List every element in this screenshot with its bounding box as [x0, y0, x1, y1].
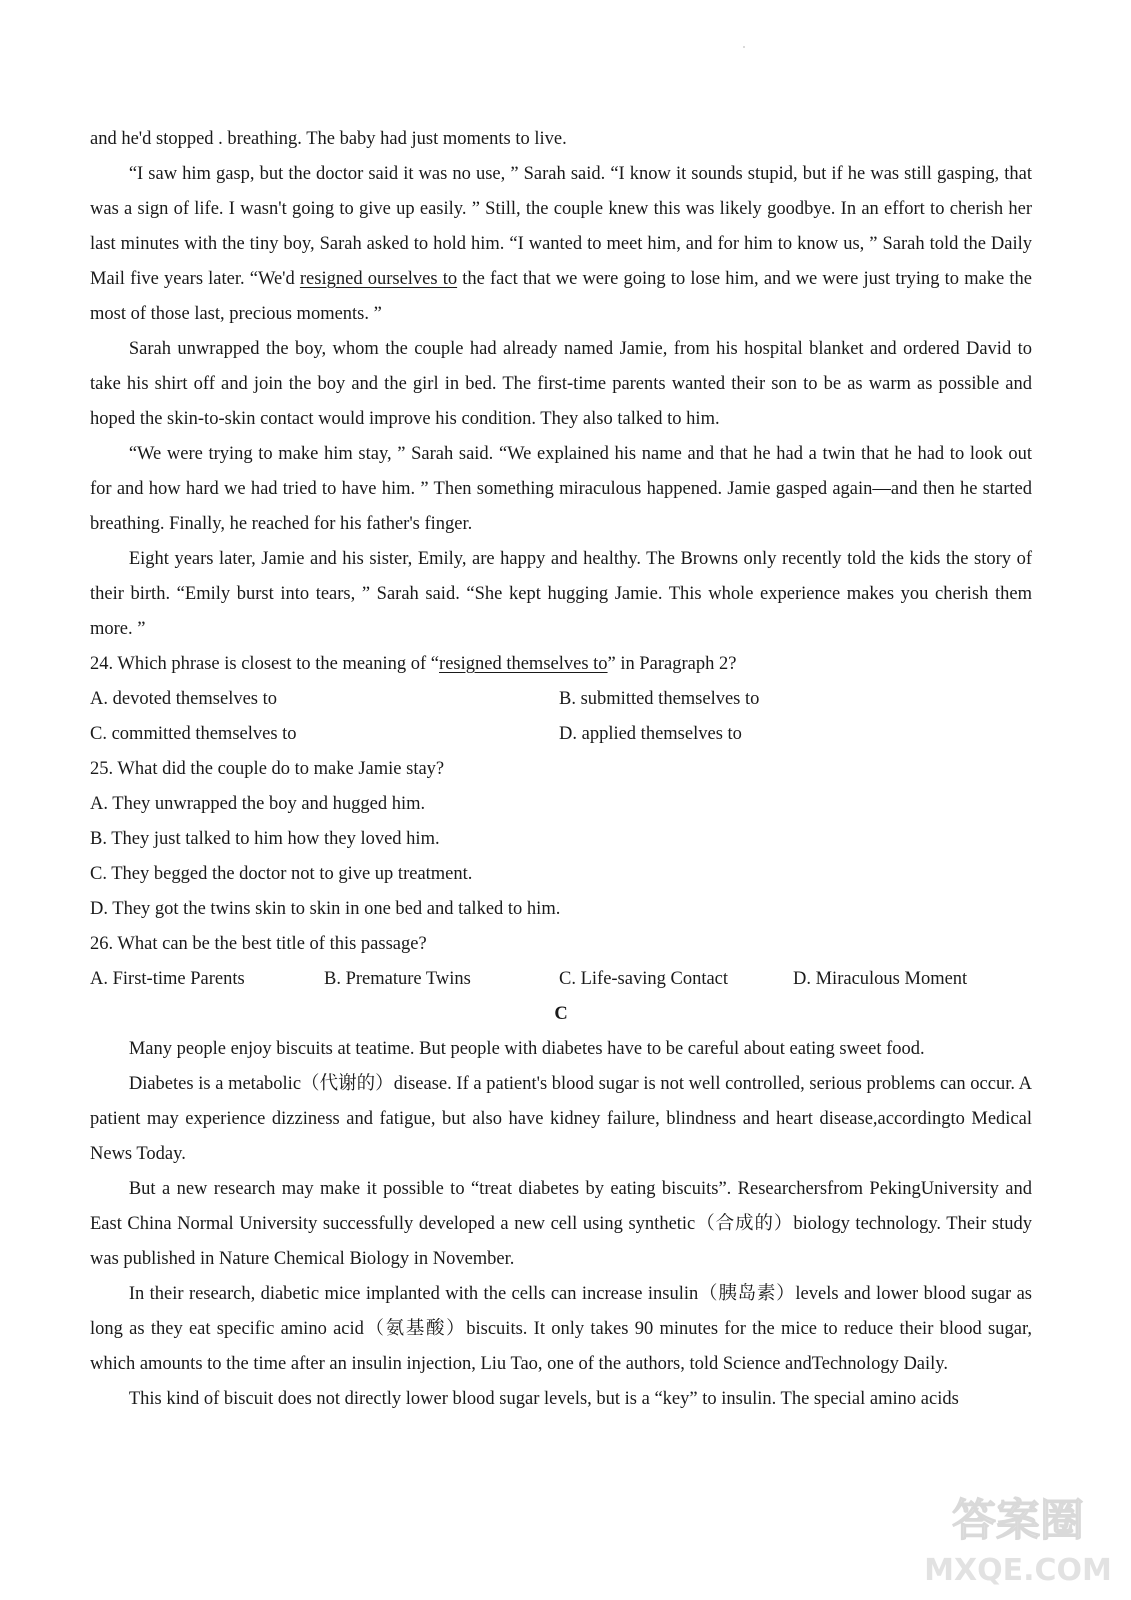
section-heading-c: C [554, 1004, 568, 1024]
question-25-option-d: D. They got the twins skin to skin in one bed and talked to him. [90, 899, 561, 919]
question-26-stem: 26. What can be the best title of this passage? [90, 934, 427, 954]
document-page [90, 122, 1032, 1417]
question-24-stem-b: ” in Paragraph 2? [607, 654, 737, 674]
question-24-option-d: D. applied themselves to [559, 724, 742, 744]
question-26-options-row [90, 962, 1032, 997]
question-25-option-a: A. They unwrapped the boy and hugged him. [90, 794, 426, 814]
question-25-stem: 25. What did the couple do to make Jamie stay? [90, 759, 445, 779]
watermark-logo [923, 1480, 1113, 1590]
passage-c-paragraph-3: But a new research may make it possible to “treat diabetes by eating biscuits”. Researchersfrom PekingUniversity and East China Normal University successfully developed a new cell using synthetic（合成的）biology technology. Their study was published in Nature Chemical Biology in November. [90, 1179, 1032, 1269]
question-24-options-row-2 [90, 717, 1032, 752]
question-25-option-c: C. They begged the doctor not to give up treatment. [90, 864, 473, 884]
question-24-option-c: C. committed themselves to [90, 724, 297, 744]
question-26-option-c: C. Life-saving Contact [559, 969, 729, 989]
question-24-option-a: A. devoted themselves to [90, 689, 278, 709]
passage-c-paragraph-2: Diabetes is a metabolic（代谢的）disease. If a patient's blood sugar is not well controlled, serious problems can occur. A patient may experience dizziness and fatigue, but also have kidney failure, blindness and heart disease,accordingto Medical News Today. [90, 1074, 1032, 1164]
passage-c-paragraph-1: Many people enjoy biscuits at teatime. But people with diabetes have to be careful about eating sweet food. [128, 1039, 925, 1059]
passage-c-paragraph-5: This kind of biscuit does not directly lower blood sugar levels, but is a “key” to insulin. The special amino acids [128, 1389, 959, 1409]
question-26-option-b: B. Premature Twins [324, 969, 471, 989]
passage-b-paragraph-0: and he'd stopped . breathing. The baby had just moments to live. [90, 129, 567, 149]
passage-b-paragraph-3: “We were trying to make him stay, ” Sarah said. “We explained his name and that he had a twin that he had to look out for and how hard we had tried to have him. ” Then something miraculous happened. Jamie gasped again—and then he started breathing. Finally, he reached for his father's finger. [90, 444, 1032, 534]
passage-b-paragraph-1 [90, 157, 1032, 332]
watermark-bottom-text: MXQE.COM [924, 1553, 1112, 1588]
watermark-top-text: 答案圈 [952, 1495, 1084, 1546]
scan-dot [743, 46, 745, 48]
question-26-option-d: D. Miraculous Moment [793, 969, 968, 989]
question-26-option-a: A. First-time Parents [90, 969, 245, 989]
passage-c-paragraph-4: In their research, diabetic mice implanted with the cells can increase insulin（胰岛素）levels and lower blood sugar as long as they eat specific amino acid（氨基酸）biscuits. It only takes 90 minutes for the mice to reduce their blood sugar, which amounts to the time after an insulin injection, Liu Tao, one of the authors, told Science andTechnology Daily. [90, 1284, 1032, 1374]
passage-b-paragraph-2: Sarah unwrapped the boy, whom the couple had already named Jamie, from his hospital blanket and ordered David to take his shirt off and join the boy and the girl in bed. The first-time parents wanted their son to be as warm as possible and hoped the skin-to-skin contact would improve his condition. They also talked to him. [90, 339, 1032, 429]
question-24-underlined-phrase: resigned themselves to [439, 654, 608, 674]
passage-b-paragraph-1-text-b: the fact that we were going to lose him, and we were just trying to make the most of those last, precious moments. ” [90, 269, 1033, 324]
passage-b-paragraph-4: Eight years later, Jamie and his sister, Emily, are happy and healthy. The Browns only recently told the kids the story of their birth. “Emily burst into tears, ” Sarah said. “She kept hugging Jamie. This whole experience makes you cherish them more. ” [90, 549, 1032, 639]
question-24-option-b: B. submitted themselves to [559, 689, 760, 709]
passage-b-paragraph-1-text-a: “I saw him gasp, but the doctor said it was no use, ” Sarah said. “I know it sounds stupid, but if he was still gasping, that was a sign of life. I wasn't going to give up easily. ” Still, the couple knew this was likely goodbye. In an effort to cherish her last minutes with the tiny boy, Sarah asked to hold him. “I wanted to meet him, and for him to know us, ” Sarah told the Daily Mail five years later. “We'd [90, 164, 1032, 289]
question-25-option-b: B. They just talked to him how they loved him. [90, 829, 440, 849]
question-24-stem-a: 24. Which phrase is closest to the meaning of “ [90, 654, 440, 674]
question-24-stem [90, 647, 1032, 682]
underlined-phrase: resigned ourselves to [299, 269, 458, 289]
question-24-options-row-1 [90, 682, 1032, 717]
